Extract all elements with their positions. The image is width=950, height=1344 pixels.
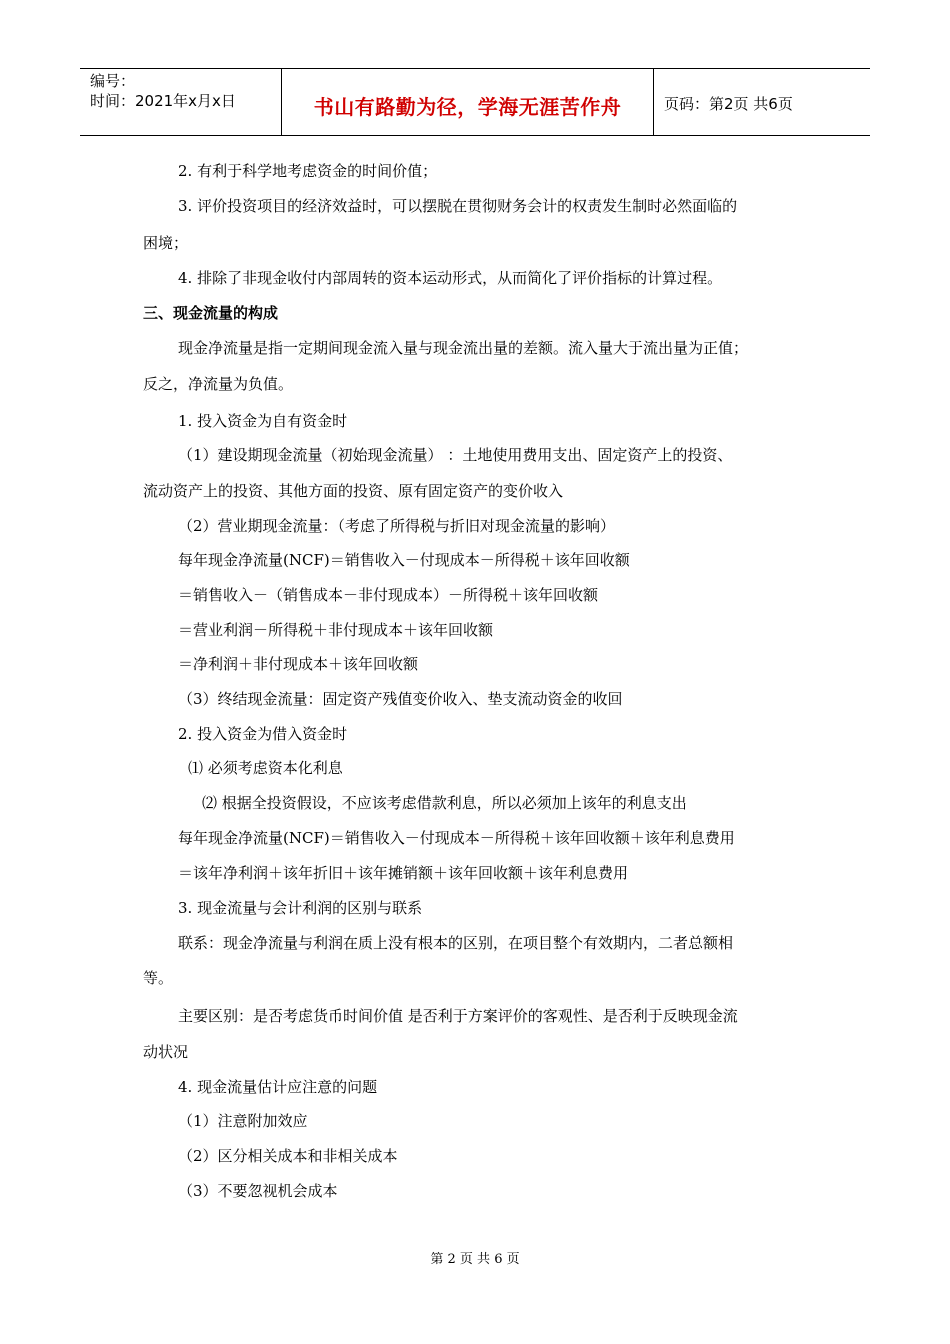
text-line: ＝净利润＋非付现成本＋该年回收额 [178, 655, 419, 673]
text-line: 联系：现金净流量与利润在质上没有根本的区别，在项目整个有效期内，二者总额相 [178, 934, 734, 952]
number-label: 编号： [90, 72, 136, 90]
text-line: 每年现金净流量(NCF)＝销售收入－付现成本－所得税＋该年回收额 [178, 551, 630, 569]
text-line: （3）终结现金流量：固定资产残值变价收入、垫支流动资金的收回 [178, 690, 623, 708]
page-label: 页码：第2页 共6页 [664, 95, 793, 113]
text-line: 4. 现金流量估计应注意的问题 [178, 1078, 378, 1096]
text-line: 困境； [143, 234, 189, 252]
text-line: 3. 评价投资项目的经济效益时，可以摆脱在贯彻财务会计的权责发生制时必然面临的 [178, 197, 738, 215]
text-line: ⑵ 根据全投资假设，不应该考虑借款利息，所以必须加上该年的利息支出 [202, 794, 687, 812]
page-footer: 第 2 页 共 6 页 [430, 1252, 520, 1267]
text-line: ＝该年净利润＋该年折旧＋该年摊销额＋该年回收额＋该年利息费用 [178, 864, 629, 882]
text-line: （3）不要忽视机会成本 [178, 1182, 338, 1200]
text-line: （2）区分相关成本和非相关成本 [178, 1147, 398, 1165]
text-line: 反之，净流量为负值。 [143, 375, 294, 393]
text-line: ＝销售收入－（销售成本－非付现成本）－所得税＋该年回收额 [178, 586, 599, 604]
text-line: 流动资产上的投资、其他方面的投资、原有固定资产的变价收入 [143, 482, 564, 500]
motto: 书山有路勤为径，学海无涯苦作舟 [313, 95, 622, 119]
text-line: 动状况 [143, 1043, 189, 1061]
text-line: 2. 投入资金为借入资金时 [178, 725, 348, 743]
header-page-cell [654, 69, 870, 135]
text-line: ＝营业利润－所得税＋非付现成本＋该年回收额 [178, 621, 494, 639]
text-line: （1）建设期现金流量（初始现金流量） ：土地使用费用支出、固定资产上的投资、 [178, 446, 733, 464]
text-line: 现金净流量是指一定期间现金流入量与现金流出量的差额。流入量大于流出量为正值； [178, 339, 749, 357]
text-line: ⑴ 必须考虑资本化利息 [188, 759, 343, 777]
text-line: 每年现金净流量(NCF)＝销售收入－付现成本－所得税＋该年回收额＋该年利息费用 [178, 829, 735, 847]
text-line: 等。 [143, 969, 174, 987]
date-label: 时间：2021年x月x日 [90, 92, 236, 110]
text-line: 1. 投入资金为自有资金时 [178, 412, 348, 430]
text-line: （1）注意附加效应 [178, 1112, 308, 1130]
text-line: 4. 排除了非现金收付内部周转的资本运动形式，从而简化了评价指标的计算过程。 [178, 269, 723, 287]
text-line: 2. 有利于科学地考虑资金的时间价值； [178, 162, 438, 180]
section-heading: 三、现金流量的构成 [143, 304, 279, 322]
header-motto-cell [282, 69, 654, 135]
header-left-cell [80, 69, 282, 135]
text-line: 主要区别：是否考虑货币时间价值 是否利于方案评价的客观性、是否利于反映现金流 [178, 1007, 738, 1025]
page-header [80, 68, 870, 136]
text-line: （2）营业期现金流量：（考虑了所得税与折旧对现金流量的影响） [178, 517, 616, 535]
text-line: 3. 现金流量与会计利润的区别与联系 [178, 899, 423, 917]
